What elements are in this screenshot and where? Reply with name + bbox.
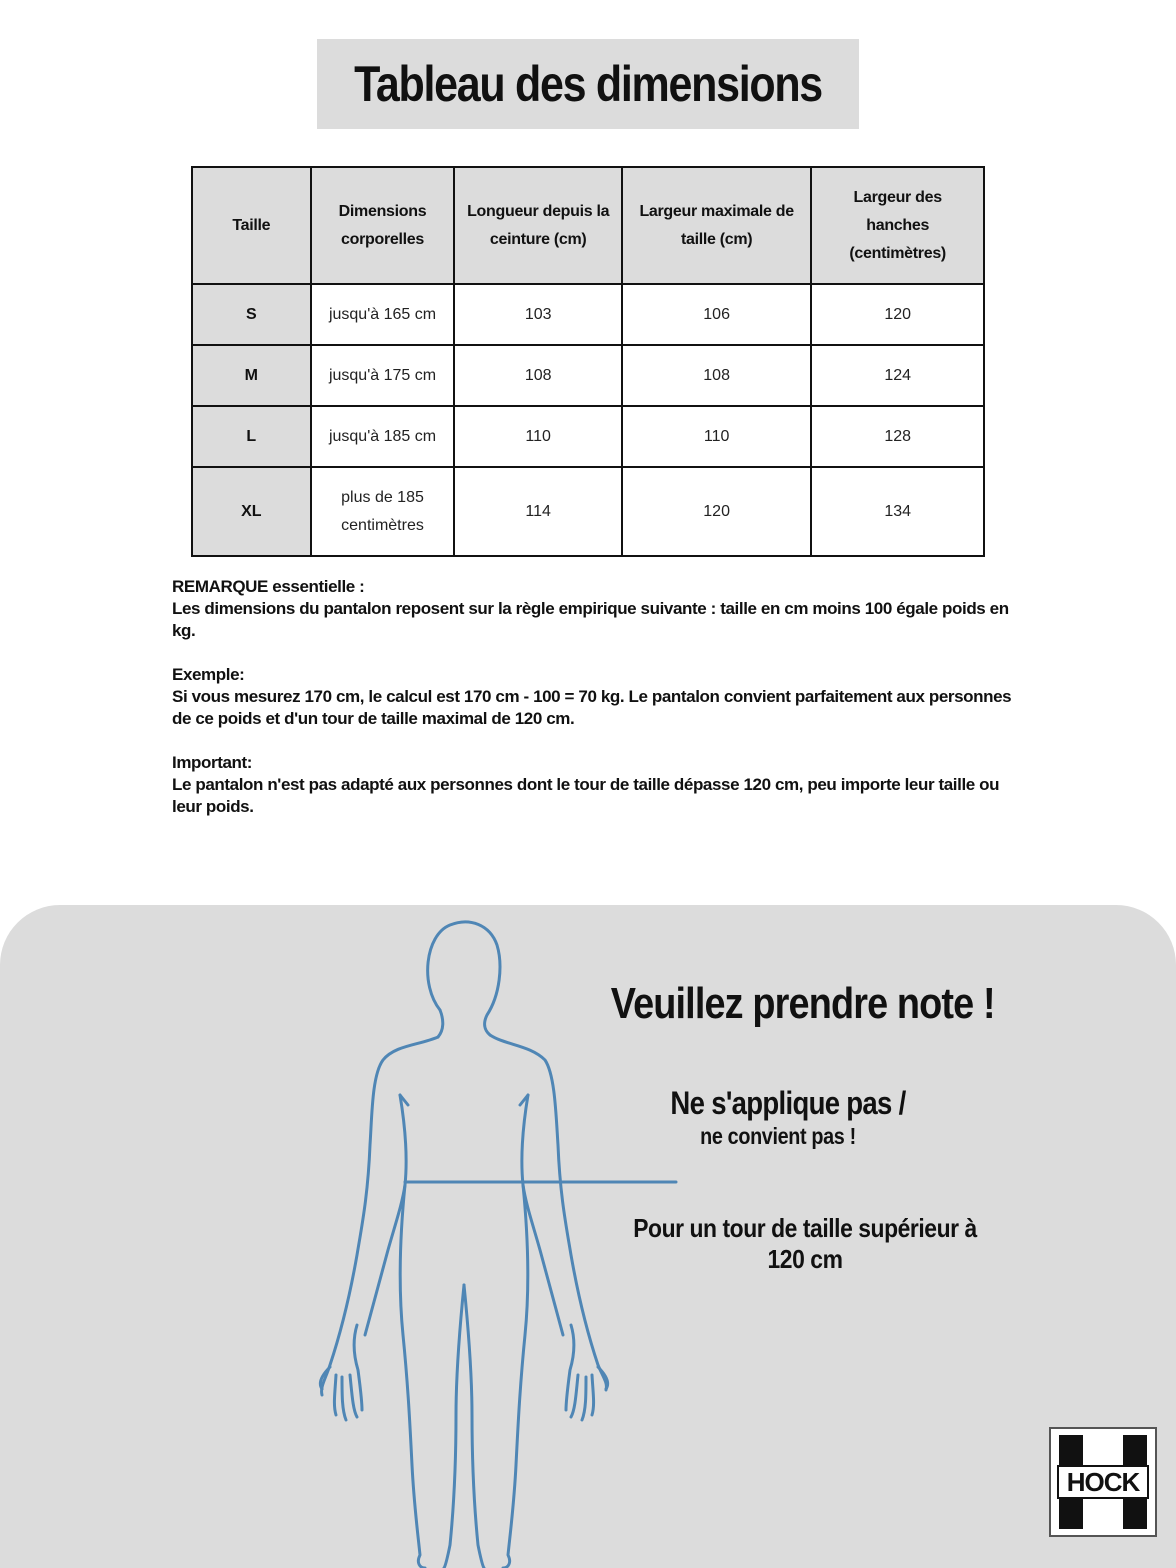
header-length: Longueur depuis la ceinture (cm)	[454, 167, 622, 284]
body-cell: jusqu'à 175 cm	[311, 345, 455, 406]
header-body: Dimensions corporelles	[311, 167, 455, 284]
size-cell: XL	[192, 467, 311, 556]
remark-text: Les dimensions du pantalon reposent sur la règle empirique suivante : taille en cm moins 100 égale poids en kg.	[172, 599, 1009, 640]
hips-cell: 124	[811, 345, 984, 406]
table-row	[192, 345, 984, 406]
size-cell: S	[192, 284, 311, 345]
notes-section	[172, 576, 1012, 818]
example-text: Si vous mesurez 170 cm, le calcul est 170 cm - 100 = 70 kg. Le pantalon convient parfaitement aux personnes de ce poids et d'un tour de taille maximal de 120 cm.	[172, 687, 1012, 728]
title-banner	[317, 39, 859, 129]
waist-cell: 106	[622, 284, 811, 345]
table-row	[192, 467, 984, 556]
body-cell: jusqu'à 185 cm	[311, 406, 455, 467]
header-waist: Largeur maximale de taille (cm)	[622, 167, 811, 284]
panel-warning-line1: Ne s'applique pas /	[670, 1085, 906, 1121]
length-cell: 103	[454, 284, 622, 345]
hips-cell: 134	[811, 467, 984, 556]
example-title: Exemple:	[172, 665, 245, 684]
table-header-row	[192, 167, 984, 284]
hips-cell: 120	[811, 284, 984, 345]
table-row	[192, 284, 984, 345]
hips-cell: 128	[811, 406, 984, 467]
size-cell: L	[192, 406, 311, 467]
waist-cell: 110	[622, 406, 811, 467]
body-outline-icon	[0, 905, 1176, 1568]
hock-logo	[1049, 1427, 1157, 1537]
remark-title: REMARQUE essentielle :	[172, 577, 365, 596]
length-cell: 114	[454, 467, 622, 556]
size-cell: M	[192, 345, 311, 406]
length-cell: 108	[454, 345, 622, 406]
panel-warning-line2: ne convient pas !	[700, 1123, 856, 1149]
important-title: Important:	[172, 753, 253, 772]
table-row	[192, 406, 984, 467]
header-size: Taille	[192, 167, 311, 284]
page-title: Tableau des dimensions	[354, 56, 822, 112]
waist-cell: 108	[622, 345, 811, 406]
logo-text: HOCK	[1057, 1465, 1149, 1499]
body-cell-text: plus de 185 centimètres	[341, 488, 424, 534]
length-cell: 110	[454, 406, 622, 467]
header-hips: Largeur des hanches (centimètres)	[811, 167, 984, 284]
body-cell: jusqu'à 165 cm	[311, 284, 455, 345]
warning-panel	[0, 905, 1176, 1568]
important-text: Le pantalon n'est pas adapté aux personnes dont le tour de taille dépasse 120 cm, peu importe leur taille ou leur poids.	[172, 775, 1000, 816]
waist-cell: 120	[622, 467, 811, 556]
panel-heading: Veuillez prendre note !	[610, 979, 995, 1028]
body-cell	[311, 467, 455, 556]
panel-warning-line3: Pour un tour de taille supérieur à 120 cm	[633, 1213, 977, 1274]
size-table	[191, 166, 985, 557]
